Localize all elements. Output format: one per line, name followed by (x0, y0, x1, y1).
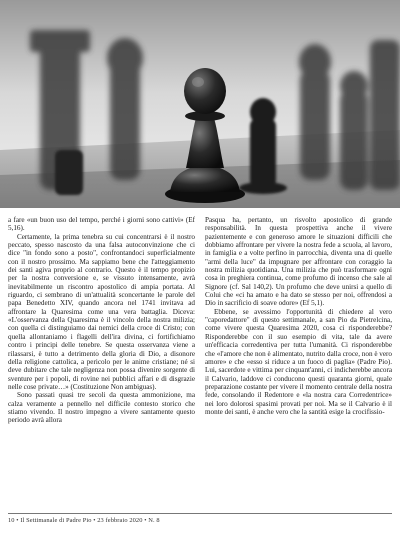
paragraph: Pasqua ha, pertanto, un risvolto apostolico di grande responsabilità. In questa prospettiva anche il vivere pazientemente e con generoso amore le situazioni difficili che dobbiamo affrontare per vivere la nostra fede a scuola, al lavoro, in famiglia e a volte perfino in parrocchia, diventa una di quelle "armi della luce" da impugnare per affrontare con coraggio la nostra milizia quotidiana. Una milizia che può trasformare ogni cosa in preghiera continua, come profumo di incenso che sale al Signore (cf. Sal 140,2). Un profumo che deve unirsi a quello di Colui che «ci ha amato e ha dato se stesso per noi, offrendosi a Dio in sacrificio di soave odore» (Ef 5,1). (205, 216, 392, 308)
paragraph: Ebbene, se avessimo l'opportunità di chiedere al vero "caporedattore" di questo settimanale, a san Pio da Pietrelcina, come vivere questa Quaresima 2020, cosa ci risponderebbe? Risponderebbe con il suo esempio di vita, tale da avere un'efficacia corredentiva per tutta l'umanità. Ci risponderebbe che «l'amore che non è alimentato, nutrito dalla croce, non è vero amore» e che «esso si riduce a un fuoco di paglia» (Padre Pio). Lui, sacerdote e vittima per cinquant'anni, ci indicherebbe ancora il Calvario, laddove ci conducono questi quaranta giorni, quale preparazione costante per vivere il momento centrale della nostra fede, consolando il Redentore e «la nostra cara Corredentrice» nei loro dolorosi spasimi provati per noi. Ma se il Calvario è il monte dei santi, è anche vero che la santità esige la crocifissio- (205, 307, 392, 416)
left-column (8, 216, 195, 511)
chess-photo-illustration (0, 0, 400, 208)
article-body (8, 216, 392, 511)
paragraph: Sono passati quasi tre secoli da questa ammonizione, ma calza veramente a pennello nel difficile contesto storico che stiamo vivendo. Il nostro impegno a vivere santamente questo periodo avrà allora (8, 391, 195, 425)
paragraph: Certamente, la prima tenebra su cui concentrarsi è il nostro peccato, spesso nascosto da una falsa autoconvinzione che ci dice "in fondo sono a posto", confrontandoci superficialmente con il nostro prossimo. Ma sappiamo bene che l'atteggiamento dei santi agiva proprio al contrario. Questo è il tempo propizio per la nostra conversione e, se vissuto intensamente, avrà inevitabilmente un riscontro apostolico di ampia portata. Al riguardo, ci sembrano di un'attualità sconcertante le parole del papa Benedetto XIV, quando ancora nel 1741 invitava ad affrontare la Quaresima come una vera battaglia. Diceva: «L'osservanza della Quaresima è il vincolo della nostra milizia; con quella ci distinguiamo dai nemici della croce di Cristo; con quella allontaniamo i flagelli dell'ira divina, ci fortifichiamo contro i principi delle tenebre. Se questa osservanza viene a rilassarsi, è tutto a detrimento della gloria di Dio, a disonore della religione cattolica, a pericolo per le anime cristiane; né si deve dubitare che tale negligenza non possa divenire sorgente di sventure per i popoli, di rovine nei pubblici affari e di disgrazie nelle cose private…» (Costituzione Non ambiguas). (8, 232, 195, 391)
footer-text: 10 • Il Settimanale di Padre Pio • 23 febbraio 2020 • N. 8 (8, 517, 160, 524)
right-column (205, 216, 392, 511)
chess-pieces-photo (0, 0, 400, 208)
paragraph: a fare «un buon uso del tempo, perché i giorni sono cattivi» (Ef 5,16). (8, 216, 195, 233)
page-footer (8, 513, 392, 524)
